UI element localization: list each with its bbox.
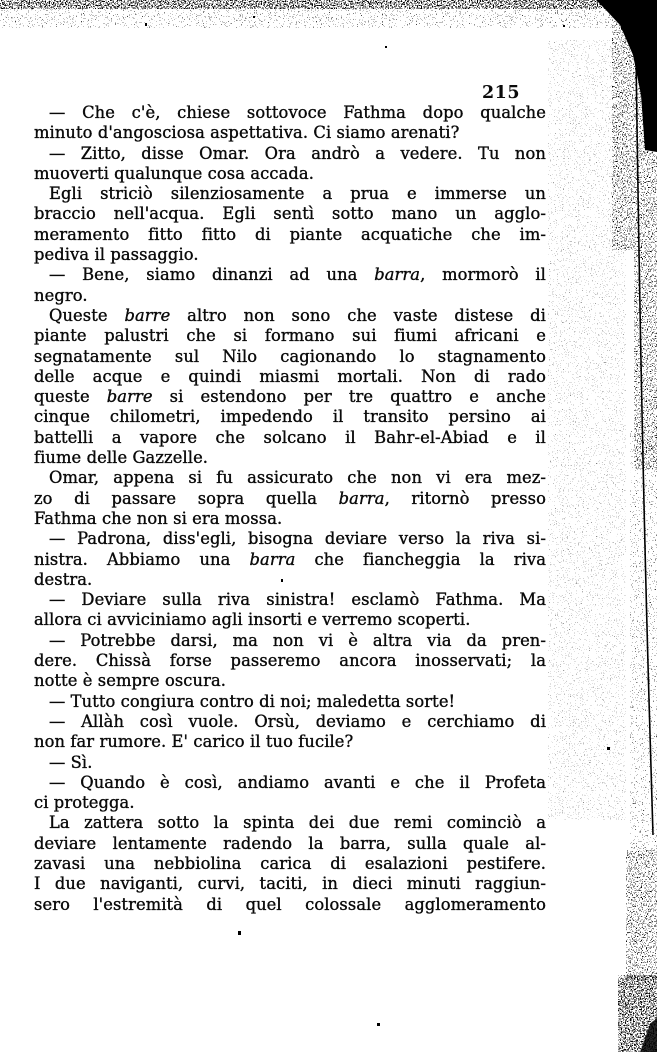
stray-mark (377, 1023, 380, 1026)
text-block (34, 103, 546, 915)
noise-bottom-right-dense (618, 975, 657, 1052)
noise-corner-fringe (612, 0, 657, 250)
corner-blob-top-right (596, 0, 657, 152)
noise-top-sparse (0, 8, 657, 28)
stray-mark (238, 931, 241, 935)
text-line: La zattera sotto la spinta dei due remi cominciò a (49, 813, 546, 833)
noise-bottom-right-med (626, 850, 657, 980)
text-line: — Potrebbe darsi, ma non vi è altra via da pren- (49, 630, 546, 650)
text-line: braccio nell'acqua. Egli sentì sotto mano un agglo- (34, 204, 546, 224)
page-number: 215 (481, 83, 520, 103)
corner-blob-bottom-right (640, 1018, 657, 1052)
text-line: — Zitto, disse Omar. Ora andrò a vedere. Tu non (49, 143, 546, 163)
text-line: I due naviganti, curvi, taciti, in dieci minuti raggiun- (34, 874, 546, 894)
text-line: ci protegga. (34, 793, 135, 813)
text-line: dere. Chissà forse passeremo ancora inosservati; la (34, 651, 546, 671)
text-line: negro. (34, 285, 88, 305)
stray-mark (563, 25, 565, 27)
text-line: sero l'estremità di quel colossale agglomeramento (34, 894, 546, 914)
text-line: — Sì. (49, 752, 93, 772)
text-line: Queste barre altro non sono che vaste distese di (49, 305, 546, 325)
text-line: battelli a vapore che solcano il Bahr-el-Abiad e il (34, 427, 546, 447)
text-line: piante palustri che si formano sui fiumi africani e (34, 326, 546, 346)
text-line: Fathma che non si era mossa. (34, 508, 283, 528)
text-line: notte è sempre oscura. (34, 671, 227, 691)
text-line: — Deviare sulla riva sinistra! esclamò Fathma. Ma (49, 590, 546, 610)
stray-mark (145, 23, 147, 26)
text-line: fiume delle Gazzelle. (34, 448, 209, 468)
noise-top-dense (0, 0, 657, 9)
text-line: Egli striciò silenziosamente a prua e immerse un (49, 184, 546, 204)
text-line: zavasi una nebbiolina carica di esalazioni pestifere. (34, 853, 546, 873)
noise-right-margin (548, 40, 626, 820)
text-line: — Che c'è, chiese sottovoce Fathma dopo qualche (49, 103, 546, 122)
text-line: minuto d'angosciosa aspettativa. Ci siamo arenati? (34, 123, 460, 143)
text-line: — Tutto congiura contro di noi; maledetta sorte! (49, 691, 456, 711)
text-line: Omar, appena si fu assicurato che non vi era mez- (49, 468, 546, 488)
text-line: pediva il passaggio. (34, 245, 199, 265)
text-line: meramento fitto fitto di piante acquatiche che im- (34, 224, 546, 244)
text-line: — Padrona, diss'egli, bisogna deviare verso la riva si- (49, 529, 546, 549)
text-line: — Allàh così vuole. Orsù, deviamo e cerchiamo di (49, 711, 546, 731)
text-line: delle acque e quindi miasmi mortali. Non di rado (34, 366, 546, 386)
text-line: destra. (34, 569, 93, 589)
text-line: zo di passare sopra quella barra, ritornò presso (34, 488, 546, 508)
stray-mark (385, 46, 387, 48)
stray-mark (253, 16, 255, 18)
text-line: cinque chilometri, impedendo il transito persino ai (34, 407, 546, 427)
text-line: nistra. Abbiamo una barra che fiancheggia la riva (34, 549, 547, 569)
text-line: allora ci avviciniamo agli insorti e verremo scoperti. (34, 610, 471, 630)
text-line: segnatamente sul Nilo cagionando lo stagnamento (34, 346, 546, 366)
text-line: — Quando è così, andiamo avanti e che il Profeta (49, 772, 546, 792)
stray-mark (607, 747, 610, 750)
text-line: muoverti qualunque cosa accada. (34, 163, 314, 183)
text-line: non far rumore. E' carico il tuo fucile? (34, 732, 354, 752)
noise-right-upper (634, 150, 657, 470)
text-line: queste barre si estendono per tre quattro e anche (34, 387, 547, 407)
text-line: deviare lentamente radendo la barra, sulla quale al- (34, 833, 546, 853)
spine-line (636, 56, 653, 835)
text-line: — Bene, siamo dinanzi ad una barra, mormorò il (49, 265, 546, 285)
noise-right-mid (630, 430, 657, 850)
